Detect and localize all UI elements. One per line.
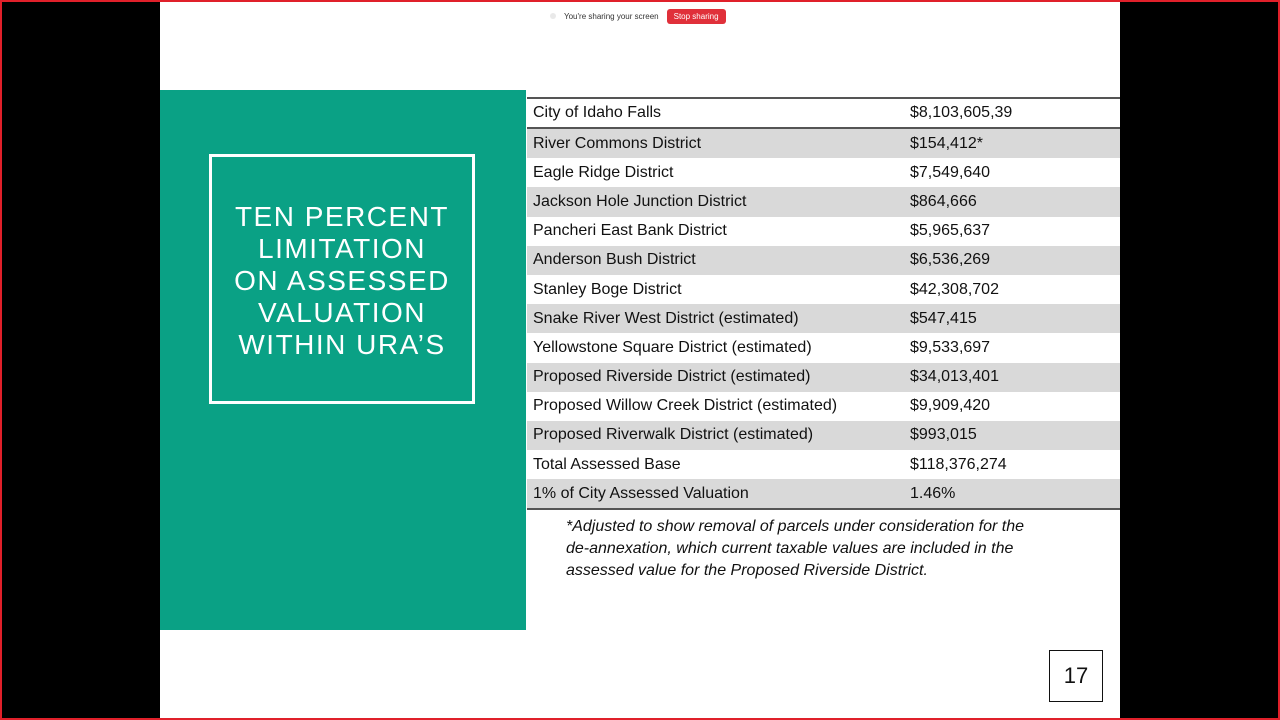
table-cell-label: Stanley Boge District <box>533 280 682 298</box>
table-row <box>527 333 1120 362</box>
page-number: 17 <box>1049 650 1103 702</box>
table-cell-label: Jackson Hole Junction District <box>533 192 747 210</box>
table-cell-label: Total Assessed Base <box>533 455 681 473</box>
table-row <box>527 129 1120 158</box>
share-status-icon <box>550 13 556 19</box>
table-cell-label: Proposed Riverside District (estimated) <box>533 368 811 386</box>
screen-share-bar <box>550 7 726 25</box>
table-row <box>527 363 1120 392</box>
table-cell-value: $547,415 <box>910 309 977 327</box>
footnote-line: de-annexation, which current taxable values are included in the <box>566 540 1014 557</box>
footnote-line: *Adjusted to show removal of parcels under consideration for the <box>566 518 1025 535</box>
footnote-line: assessed value for the Proposed Riverside District. <box>566 562 928 579</box>
table-cell-label: Snake River West District (estimated) <box>533 309 799 327</box>
table-row <box>527 187 1120 216</box>
table-cell-label: River Commons District <box>533 134 702 152</box>
presentation-slide <box>160 2 1120 718</box>
title-frame <box>209 154 475 404</box>
table-row <box>527 479 1120 508</box>
table-row <box>527 421 1120 450</box>
table-cell-value: $864,666 <box>910 192 977 210</box>
title-line: VALUATION <box>257 297 427 328</box>
table-cell-label: Anderson Bush District <box>533 251 696 269</box>
table-row <box>527 275 1120 304</box>
table-cell-label: Eagle Ridge District <box>533 163 674 181</box>
footnote <box>566 516 1106 582</box>
table-cell-value: $5,965,637 <box>910 222 991 240</box>
table-row <box>527 246 1120 275</box>
table-row <box>527 304 1120 333</box>
table-cell-label: Pancheri East Bank District <box>533 222 727 240</box>
share-status-text: You're sharing your screen <box>564 11 659 21</box>
table-cell-label: Proposed Willow Creek District (estimated) <box>533 397 838 415</box>
table-cell-value: 1.46% <box>910 484 956 502</box>
table-cell-label: Yellowstone Square District (estimated) <box>533 338 812 356</box>
table-row <box>527 450 1120 479</box>
title-line: WITHIN URA’S <box>238 329 446 360</box>
title-line: TEN PERCENT <box>234 201 450 232</box>
table-cell-value: $993,015 <box>910 426 977 444</box>
table-cell-value: $42,308,702 <box>910 280 999 298</box>
table-cell-value: $118,376,274 <box>910 455 1007 473</box>
table-cell-value: $154,412* <box>910 134 983 152</box>
table-cell-label: 1% of City Assessed Valuation <box>533 484 749 502</box>
table-cell-value: $34,013,401 <box>910 368 999 386</box>
table-cell-label: City of Idaho Falls <box>533 104 662 121</box>
table-row <box>527 217 1120 246</box>
title-panel <box>160 90 526 630</box>
table-row <box>527 158 1120 187</box>
table-cell-label: Proposed Riverwalk District (estimated) <box>533 426 814 444</box>
table-cell-value: $9,533,697 <box>910 338 991 356</box>
valuation-table <box>527 97 1120 510</box>
table-cell-value: $7,549,640 <box>910 163 991 181</box>
stop-sharing-button[interactable]: Stop sharing <box>667 9 726 24</box>
title-line: ON ASSESSED <box>234 265 450 296</box>
table-cell-value: $6,536,269 <box>910 251 991 269</box>
title-line: LIMITATION <box>258 233 426 264</box>
slide-title <box>234 197 450 361</box>
table-cell-value: $8,103,605,39 <box>910 104 1013 121</box>
table-cell-value: $9,909,420 <box>910 397 991 415</box>
table-header-row <box>527 99 1120 129</box>
table-row <box>527 392 1120 421</box>
